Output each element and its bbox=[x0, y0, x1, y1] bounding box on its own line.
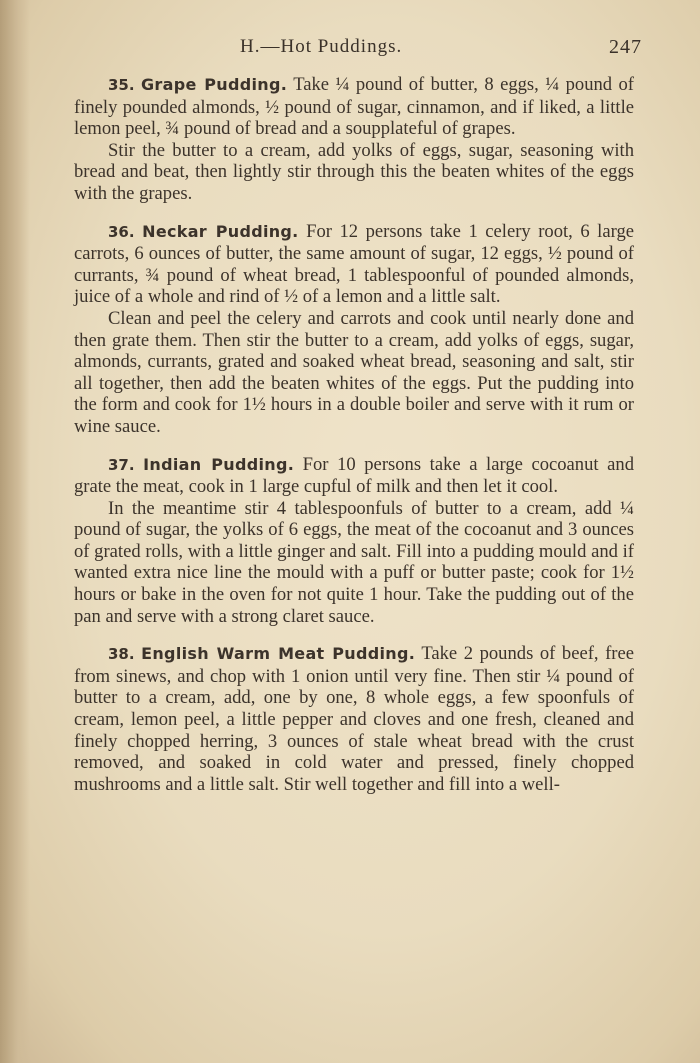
recipe-paragraph bbox=[74, 221, 634, 308]
recipe-method: In the meantime stir 4 tablespoonfuls of butter to a cream, add ¼ pound of sugar, the yolks of 6 eggs, the meat of the cocoanut and 3 ounces of grated rolls, with a little ginger and salt. Fill into a pudding mould and if wanted extra nice line the mould with a puff or butter paste; cook for 1½ hours or bake in the oven for not quite 1 hour. Take the pudding out of the pan and serve with a strong claret sauce. bbox=[74, 497, 634, 627]
recipe-37 bbox=[74, 454, 634, 628]
recipe-38 bbox=[74, 643, 634, 795]
section-title: H.—Hot Puddings. bbox=[240, 36, 403, 57]
page-number: 247 bbox=[609, 36, 642, 58]
recipe-title: Grape Pudding. bbox=[141, 75, 288, 94]
recipe-ingredients: For 10 persons take a large cocoanut and grate the meat, cook in 1 large cupful of milk and then let it cool. bbox=[74, 453, 634, 498]
recipe-paragraph bbox=[74, 454, 634, 498]
recipe-method: Stir the butter to a cream, add yolks of eggs, sugar, seasoning with bread and beat, then lightly stir through this the beaten whites of the eggs with the grapes. bbox=[74, 139, 634, 204]
page-body bbox=[74, 74, 634, 811]
recipe-paragraph bbox=[74, 643, 634, 795]
recipe-title: Neckar Pudding. bbox=[142, 221, 299, 241]
recipe-36 bbox=[74, 221, 634, 438]
recipe-method: Clean and peel the celery and carrots and cook until nearly done and then grate them. Then stir the butter to a cream, add yolks of eggs, sugar, almonds, currants, grated and soaked wheat bread, seasoning and salt, stir all together, then add the beaten whites of the eggs. Put the pudding into the form and cook for 1½ hours in a double boiler and serve with it rum or wine sauce. bbox=[74, 307, 634, 437]
recipe-ingredients: For 12 persons take 1 celery root, 6 large carrots, 6 ounces of butter, the same amount of sugar, 12 eggs, ½ pound of currants, ¾ pound of wheat bread, 1 tablespoonful of pounded almonds, juice of a whole and rind of ½ of a lemon and a little salt. bbox=[74, 220, 635, 308]
recipe-paragraph bbox=[74, 74, 634, 140]
page-gutter-shadow bbox=[0, 0, 30, 1063]
recipe-35 bbox=[74, 74, 634, 205]
recipe-number: 37. bbox=[108, 455, 135, 474]
recipe-number: 36. bbox=[108, 222, 135, 241]
recipe-title: English Warm Meat Pudding. bbox=[141, 644, 416, 664]
recipe-ingredients: Take ¼ pound of butter, 8 eggs, ¼ pound of finely pounded almonds, ½ pound of sugar, cinnamon, and if liked, a little lemon peel, ¾ pound of bread and a soupplateful of grapes. bbox=[74, 74, 635, 140]
recipe-title: Indian Pudding. bbox=[143, 454, 295, 474]
recipe-ingredients: Take 2 pounds of beef, free from sinews, and chop with 1 onion until very fine. Then stir ¼ pound of butter to a cream, add, one by one, 8 whole eggs, a few spoonfuls of cream, lemon peel, a little pepper and cloves and one fresh, cleaned and finely chopped herring, 3 ounces of stale wheat bread with the crust removed, and soaked in cold water and pressed, finely chopped mushrooms and a little salt. Stir well together and fill into a well- bbox=[74, 643, 634, 795]
recipe-number: 38. bbox=[108, 645, 135, 664]
recipe-number: 35. bbox=[108, 76, 135, 94]
